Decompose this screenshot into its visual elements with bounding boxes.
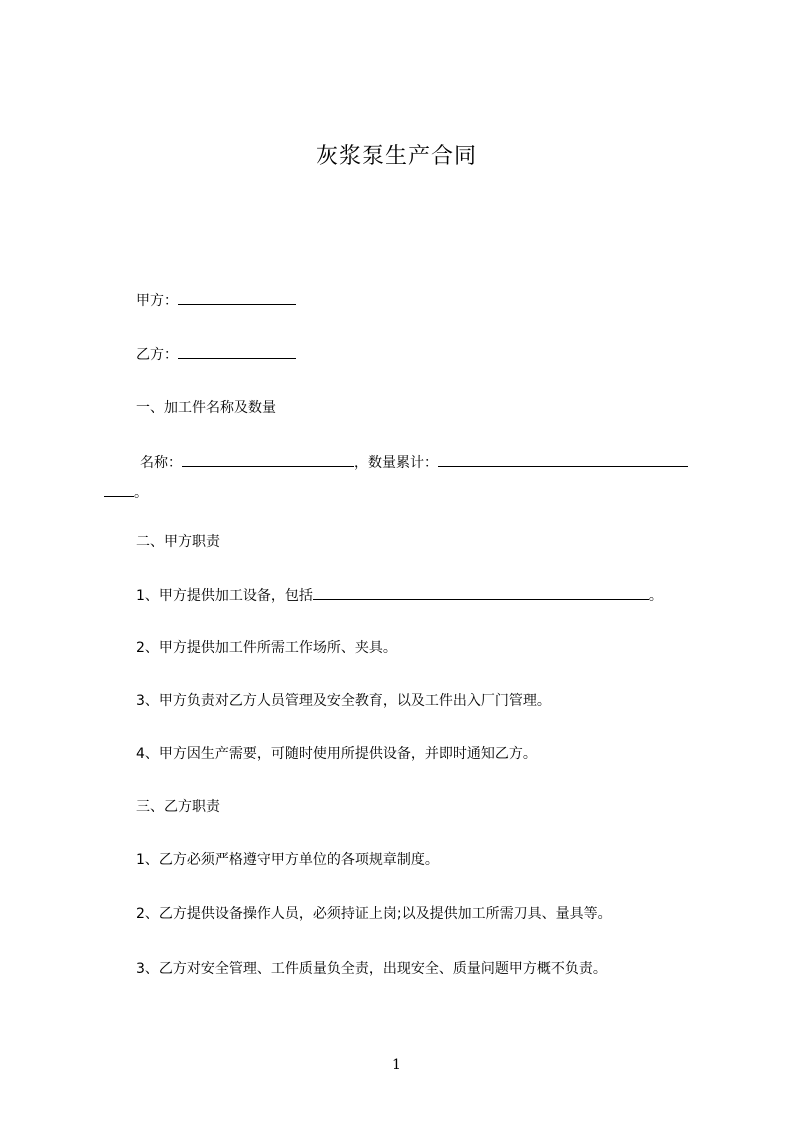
quantity-end: 。 <box>134 485 148 501</box>
section3-heading: 三、乙方职责 <box>136 799 220 815</box>
party-b-duty-2: 2、乙方提供设备操作人员，必须持证上岗;以及提供加工所需刀具、量具等。 <box>136 906 612 922</box>
party-b-blank <box>178 344 296 359</box>
party-b-line <box>136 344 296 365</box>
quantity-blank-continued <box>104 482 134 497</box>
party-a-duty-1 <box>136 585 663 606</box>
party-a-blank <box>178 290 296 305</box>
party-b-duty-3: 3、乙方对安全管理、工件质量负全责，出现安全、质量问题甲方概不负责。 <box>136 961 607 977</box>
party-b-label: 乙方： <box>136 347 178 363</box>
document-title: 灰浆泵生产合同 <box>315 144 477 169</box>
party-b-duty-1: 1、乙方必须严格遵守甲方单位的各项规章制度。 <box>136 852 439 868</box>
quantity-blank <box>438 452 688 467</box>
party-a-duty-3: 3、甲方负责对乙方人员管理及安全教育，以及工件出入厂门管理。 <box>136 693 551 709</box>
party-a-label: 甲方： <box>136 293 178 309</box>
party-a-duty-2: 2、甲方提供加工件所需工作场所、夹具。 <box>136 640 397 656</box>
name-quantity-line <box>140 452 688 473</box>
party-a-duty-1-end: 。 <box>648 588 663 604</box>
quantity-label: ，数量累计： <box>354 455 438 471</box>
quantity-continuation-line <box>104 482 148 503</box>
name-label: 名称： <box>140 455 182 471</box>
section2-heading: 二、甲方职责 <box>136 534 220 550</box>
party-a-line <box>136 290 296 311</box>
section1-heading: 一、加工件名称及数量 <box>136 400 276 416</box>
page-number: 1 <box>392 1057 401 1073</box>
party-a-duty-4: 4、甲方因生产需要，可随时使用所提供设备，并即时通知乙方。 <box>136 746 537 762</box>
equipment-blank <box>313 585 649 600</box>
party-a-duty-1-text: 1、甲方提供加工设备，包括 <box>136 588 313 604</box>
name-blank <box>182 452 354 467</box>
